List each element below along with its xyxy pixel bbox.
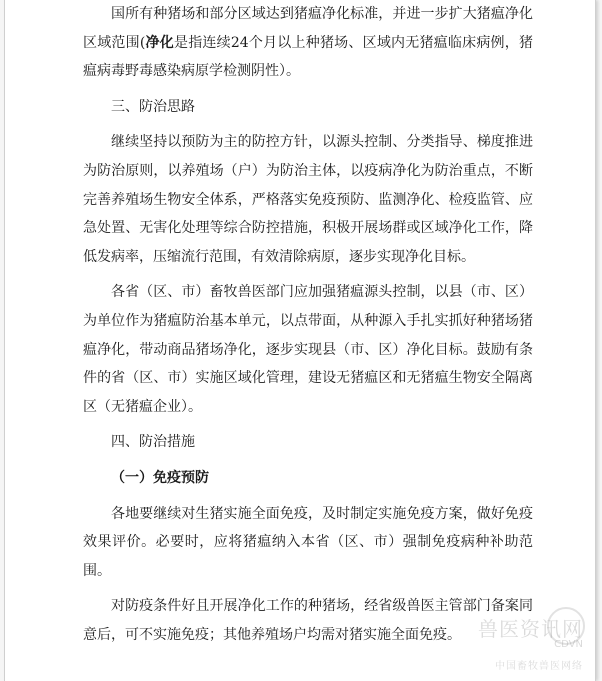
watermark-url: CDVN <box>554 639 583 650</box>
watermark-logo <box>417 605 587 675</box>
bold-term-purification: 净化 <box>145 34 174 51</box>
paragraph-approach: 继续坚持以预防为主的防控方针，以源头控制、分类指导、梯度推进为防治原则，以养殖场（户）为防治主体，以疫病净化为防治重点，不断完善养殖场生物安全体系，严格落实免疫预防、监测净化、检疫监管、应急处置、无害化处理等综合防控措施，积极开展场群或区域净化工作，降低发病率，压缩流行范围，有效清除病原，逐步实现净化目标。 <box>83 134 533 265</box>
watermark-subtitle: 中国畜牧兽医网络 <box>495 661 583 672</box>
document-body <box>83 0 533 649</box>
document-page <box>4 0 596 681</box>
subsection-heading-immunization: （一）免疫预防 <box>111 469 209 486</box>
section-heading-approach: 三、防治思路 <box>111 98 195 115</box>
paragraph-exemption: 对防疫条件好且开展净化工作的种猪场，经省级兽医主管部门备案同意后，可不实施免疫；其他养殖场户均需对猪实施全面免疫。 <box>83 598 533 643</box>
paragraph-immunization: 各地要继续对生猪实施全面免疫，及时制定实施免疫方案，做好免疫效果评价。必要时，应将猪瘟纳入本省（区、市）强制免疫病种补助范围。 <box>83 505 533 579</box>
watermark-title: 兽医资讯网 <box>478 617 583 641</box>
paragraph-purification-target: 国所有种猪场和部分区域达到猪瘟净化标准，并进一步扩大猪瘟净化区域范围(净化是指连续24个月以上种猪场、区域内无猪瘟临床病例，猪瘟病毒野毒感染病原学检测阴性）。 <box>83 6 533 80</box>
paragraph-source-control: 各省（区、市）畜牧兽医部门应加强猪瘟源头控制，以县（市、区）为单位作为猪瘟防治基本单元，以点带面，从种源入手扎实抓好种猪场猪瘟净化，带动商品猪场净化，逐步实现县（市、区）净化目标。鼓励有条件的省（区、市）实施区域化管理，建设无猪瘟区和无猪瘟生物安全隔离区（无猪瘟企业）。 <box>83 284 533 415</box>
section-heading-measures: 四、防治措施 <box>111 434 195 451</box>
